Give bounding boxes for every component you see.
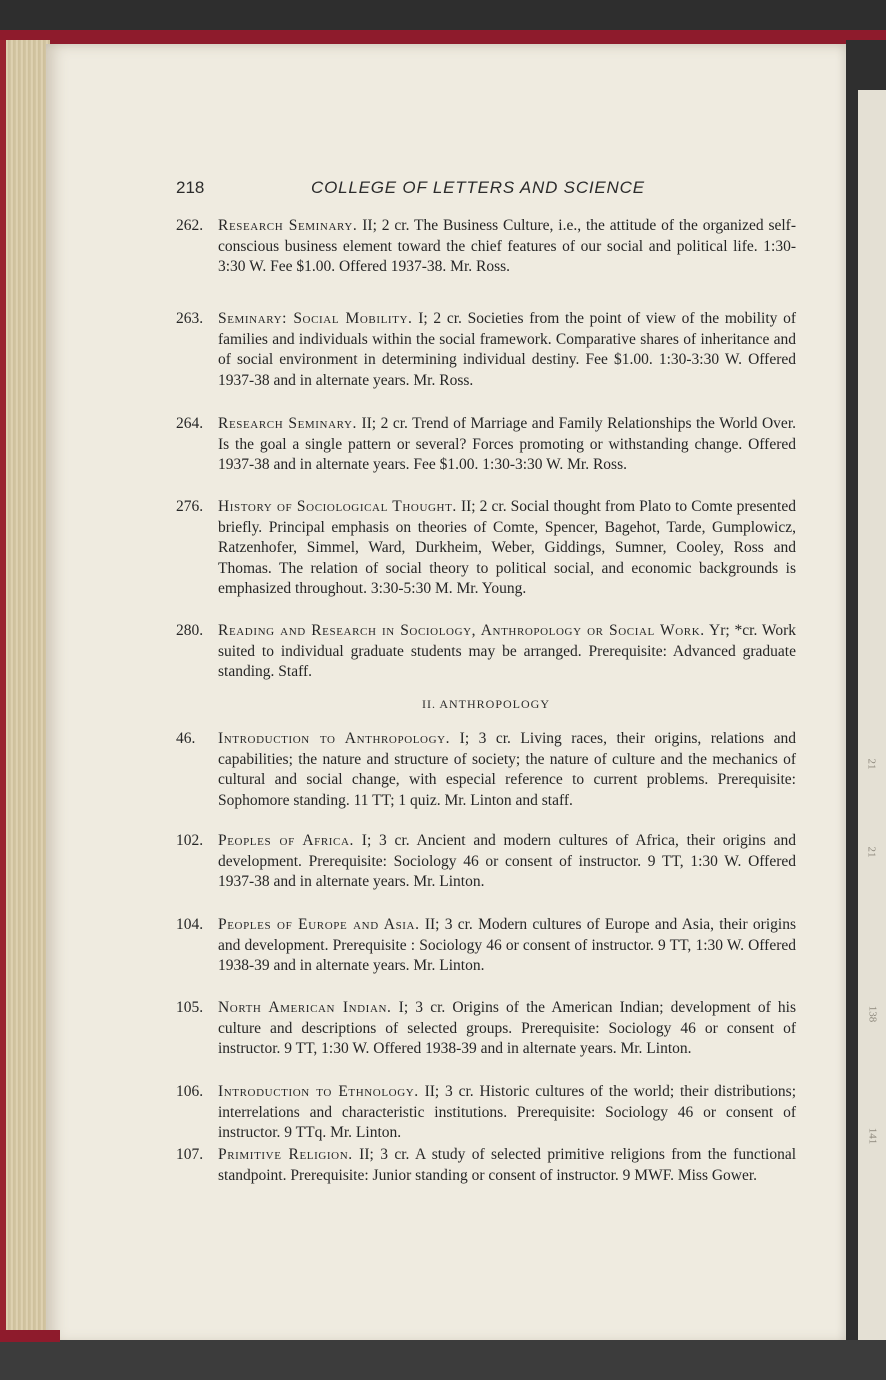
course-entry — [176, 1082, 796, 1144]
course-title: History of Sociological Thought. — [218, 498, 457, 515]
course-description: I; 3 cr. Origins of the American Indian; development of his culture and descriptions of selected groups. Prerequisite: Sociology 46 or consent of instructor. 9 TT, 1:30 W. Offered 1938-39 and in alternate years. Mr. Linton. — [218, 999, 797, 1057]
course-number: 106. — [176, 1083, 204, 1100]
next-page-edge — [858, 90, 886, 1350]
course-number: 276. — [176, 498, 204, 515]
course-number: 107. — [176, 1146, 204, 1163]
bleed-text: 21 — [865, 846, 878, 858]
course-title: Reading and Research in Sociology, Anthropology or Social Work. — [218, 622, 705, 639]
scan-background-bottom — [0, 1340, 886, 1380]
course-entry — [176, 998, 796, 1060]
course-number: 46. — [176, 730, 196, 747]
course-number: 262. — [176, 217, 204, 234]
course-entry — [176, 309, 796, 391]
course-title: Research Seminary. — [218, 217, 358, 234]
course-description: II; 2 cr. Social thought from Plato to Comte presented briefly. Principal emphasis on theories of Comte, Spencer, Bagehot, Tarde, Gumplowicz, Ratzenhofer, Simmel, Ward, Durkheim, Weber, Giddings, Sumner, Cooley, Ross and Thomas. The relation of social theory to political social, and economic backgrounds is emphasized throughout. 3:30-5:30 M. Mr. Young. — [218, 498, 796, 597]
page-edges-left — [0, 40, 50, 1340]
bleed-text: 138 — [866, 1005, 879, 1023]
course-entry — [176, 621, 796, 683]
course-description: II; 3 cr. A study of selected primitive religions from the functional standpoint. Prerequisite: Junior standing or consent of instructor. 9 MWF. Miss Gower. — [218, 1146, 796, 1184]
course-description: I; 3 cr. Living races, their origins, relations and capabilities; the nature and structure of society; the nature of culture and the mechanics of cultural and social change, with especial reference to current problems. Prerequisite: Sophomore standing. 11 TT; 1 quiz. Mr. Linton and staff. — [218, 730, 797, 809]
course-title: Introduction to Anthropology. — [218, 730, 451, 747]
running-head — [176, 178, 796, 200]
scan-background-top — [0, 0, 886, 34]
course-title: Seminary: Social Mobility. — [218, 310, 413, 327]
course-title: North American Indian. — [218, 999, 392, 1016]
course-entry — [176, 414, 796, 476]
course-description: II; 2 cr. Trend of Marriage and Family Relationships the World Over. Is the goal a single pattern or several? Forces promoting or withstanding change. Offered 1937-38 and in alternate years. Fee $1.00. 1:30-3:30 W. Mr. Ross. — [218, 415, 796, 473]
page-number: 218 — [176, 178, 205, 197]
course-title: Primitive Religion. — [218, 1146, 353, 1163]
course-title: Peoples of Europe and Asia. — [218, 916, 420, 933]
course-title: Research Seminary. — [218, 415, 357, 432]
course-entry — [176, 497, 796, 600]
running-title: COLLEGE OF LETTERS AND SCIENCE — [311, 178, 645, 197]
course-number: 280. — [176, 622, 204, 639]
course-description: II; 2 cr. The Business Culture, i.e., the attitude of the organized self-conscious business element toward the chief features of our social and political life. 1:30-3:30 W. Fee $1.00. Offered 1937-38. Mr. Ross. — [218, 217, 796, 275]
course-entry — [176, 216, 796, 278]
course-entry — [176, 915, 796, 977]
course-entry — [176, 729, 796, 811]
course-title: Peoples of Africa. — [218, 832, 354, 849]
section-heading: II. ANTHROPOLOGY — [422, 697, 550, 711]
bleed-text: 141 — [866, 1127, 879, 1145]
course-description: II; 3 cr. Modern cultures of Europe and Asia, their origins and development. Prerequisite : Sociology 46 or consent of instructor. 9 TT, 1:30 W. Offered 1938-39 and in alternate years. Mr. Linton. — [218, 916, 796, 974]
course-description: Yr; *cr. Work suited to individual graduate students may be arranged. Prerequisite: Advanced graduate standing. Staff. — [218, 622, 796, 680]
course-number: 104. — [176, 916, 204, 933]
course-number: 264. — [176, 415, 204, 432]
book-binding-left — [0, 40, 6, 1340]
course-title: Introduction to Ethnology. — [218, 1083, 419, 1100]
course-description: I; 2 cr. Societies from the point of view of the mobility of families and individuals within the social framework. Comparative shares of inheritance and of social environment in determining individual destiny. Fee $1.00. 1:30-3:30 W. Offered 1937-38 and in alternate years. Mr. Ross. — [218, 310, 797, 389]
course-number: 105. — [176, 999, 204, 1016]
course-description: II; 3 cr. Historic cultures of the world; their distributions; interrelations and characteristic institutions. Prerequisite: Sociology 46 or consent of instructor. 9 TTq. Mr. Linton. — [218, 1083, 796, 1141]
book-binding-bottom — [0, 1330, 60, 1342]
course-entry — [176, 1145, 796, 1186]
course-number: 102. — [176, 832, 204, 849]
course-number: 263. — [176, 310, 204, 327]
course-description: I; 3 cr. Ancient and modern cultures of Africa, their origins and development. Prerequisite: Sociology 46 or consent of instructor. 9 TT, 1:30 W. Offered 1937-38 and in alternate years. Mr. Linton. — [218, 832, 796, 890]
course-entry — [176, 831, 796, 893]
bleed-text: 21 — [865, 758, 878, 770]
